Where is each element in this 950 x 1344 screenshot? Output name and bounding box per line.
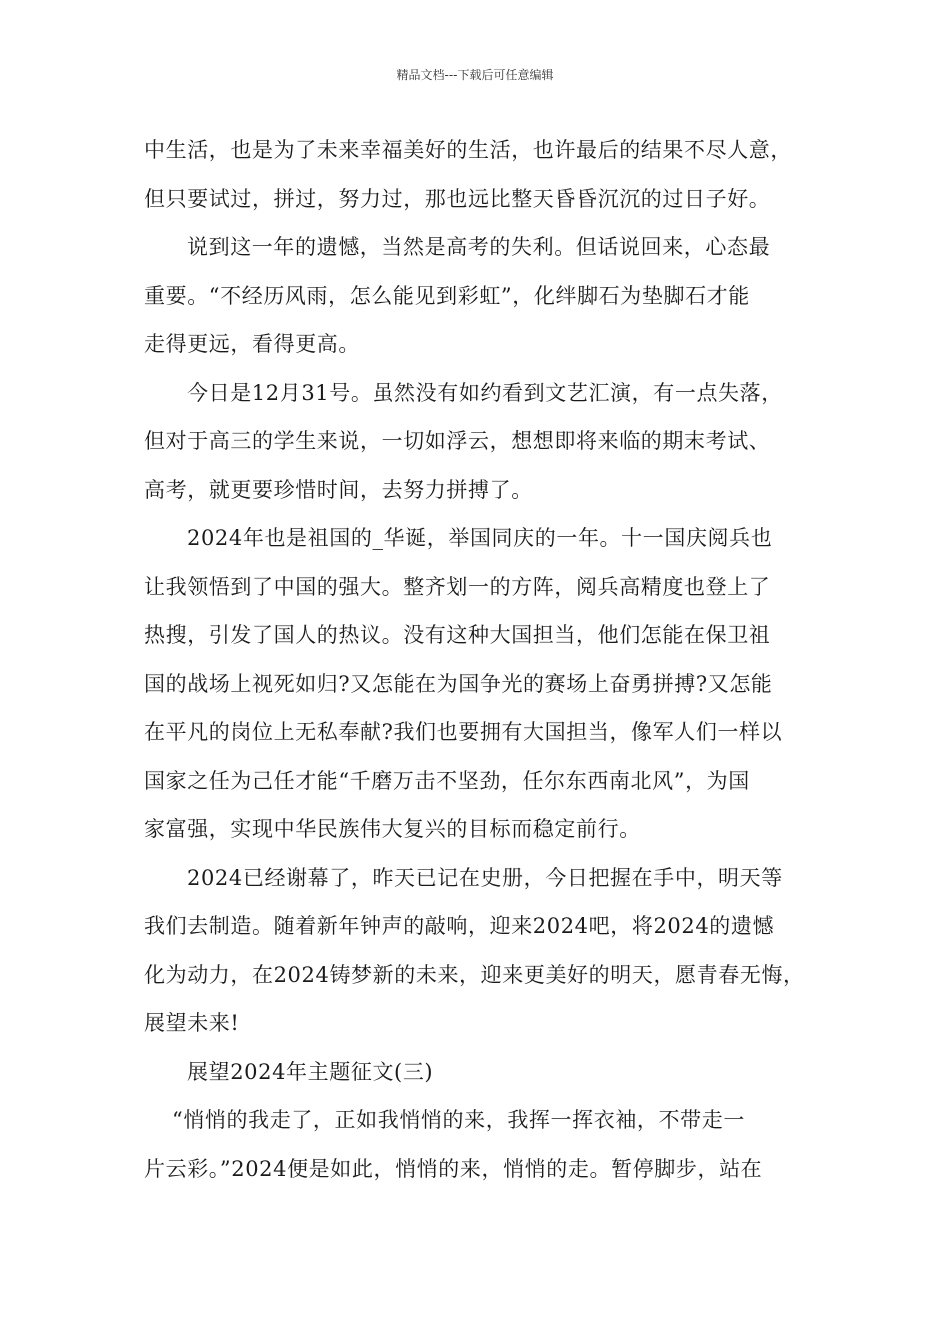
section-title <box>144 1048 816 1097</box>
text-line: 展望2024年主题征文(三) <box>187 1059 434 1084</box>
text-line: 2024已经谢幕了，昨天已记在史册，今日把握在手中，明天等 <box>187 865 783 890</box>
text-line: 国家之任为己任才能“千磨万击不坚劲，任尔东西南北风”，为国 <box>144 768 750 793</box>
text-line: 今日是12月31号。虽然没有如约看到文艺汇演，有一点失落， <box>187 380 783 405</box>
text-line: 但只要试过，拼过，努力过，那也远比整天昏昏沉沉的过日子好。 <box>144 186 771 211</box>
text-line: 中生活，也是为了未来幸福美好的生活，也许最后的结果不尽人意， <box>144 138 792 162</box>
document-body <box>144 126 816 1193</box>
paragraph <box>144 854 816 1048</box>
text-line: 在平凡的岗位上无私奉献?我们也要拥有大国担当，像军人们一样以 <box>144 720 783 744</box>
text-line: 国的战场上视死如归?又怎能在为国争光的赛场上奋勇拼搏?又怎能 <box>144 671 773 696</box>
paragraph <box>144 514 816 854</box>
text-line: 我们去制造。随着新年钟声的敲响，迎来2024吧，将2024的遗憾 <box>144 914 775 938</box>
text-line: 走得更远，看得更高。 <box>144 332 360 356</box>
text-line: 片云彩。”2024便是如此，悄悄的来，悄悄的走。暂停脚步，站在 <box>144 1156 763 1181</box>
paragraph <box>144 126 816 223</box>
paragraph <box>144 1096 816 1193</box>
text-line: 重要。“不经历风雨，怎么能见到彩虹”，化绊脚石为垫脚石才能 <box>144 283 750 308</box>
text-line: 家富强，实现中华民族伟大复兴的目标而稳定前行。 <box>144 817 641 841</box>
text-line: 2024年也是祖国的_华诞，举国同庆的一年。十一国庆阅兵也 <box>187 526 773 550</box>
text-line: 说到这一年的遗憾，当然是高考的失利。但话说回来，心态最 <box>187 235 771 259</box>
text-line: 让我领悟到了中国的强大。整齐划一的方阵，阅兵高精度也登上了 <box>144 574 771 599</box>
paragraph <box>144 369 816 515</box>
text-line: 高考，就更要珍惜时间，去努力拼搏了。 <box>144 477 533 502</box>
paragraph <box>144 223 816 369</box>
text-line: “悄悄的我走了，正如我悄悄的来，我挥一挥衣袖，不带走一 <box>172 1108 745 1132</box>
text-line: 展望未来! <box>144 1011 240 1035</box>
page-header: 精品文档---下载后可任意编辑 <box>396 68 554 82</box>
text-line: 热搜，引发了国人的热议。没有这种大国担当，他们怎能在保卫祖 <box>144 623 771 647</box>
text-line: 但对于高三的学生来说，一切如浮云，想想即将来临的期末考试、 <box>144 429 771 453</box>
text-line: 化为动力，在2024铸梦新的未来，迎来更美好的明天，愿青春无悔， <box>144 962 805 987</box>
